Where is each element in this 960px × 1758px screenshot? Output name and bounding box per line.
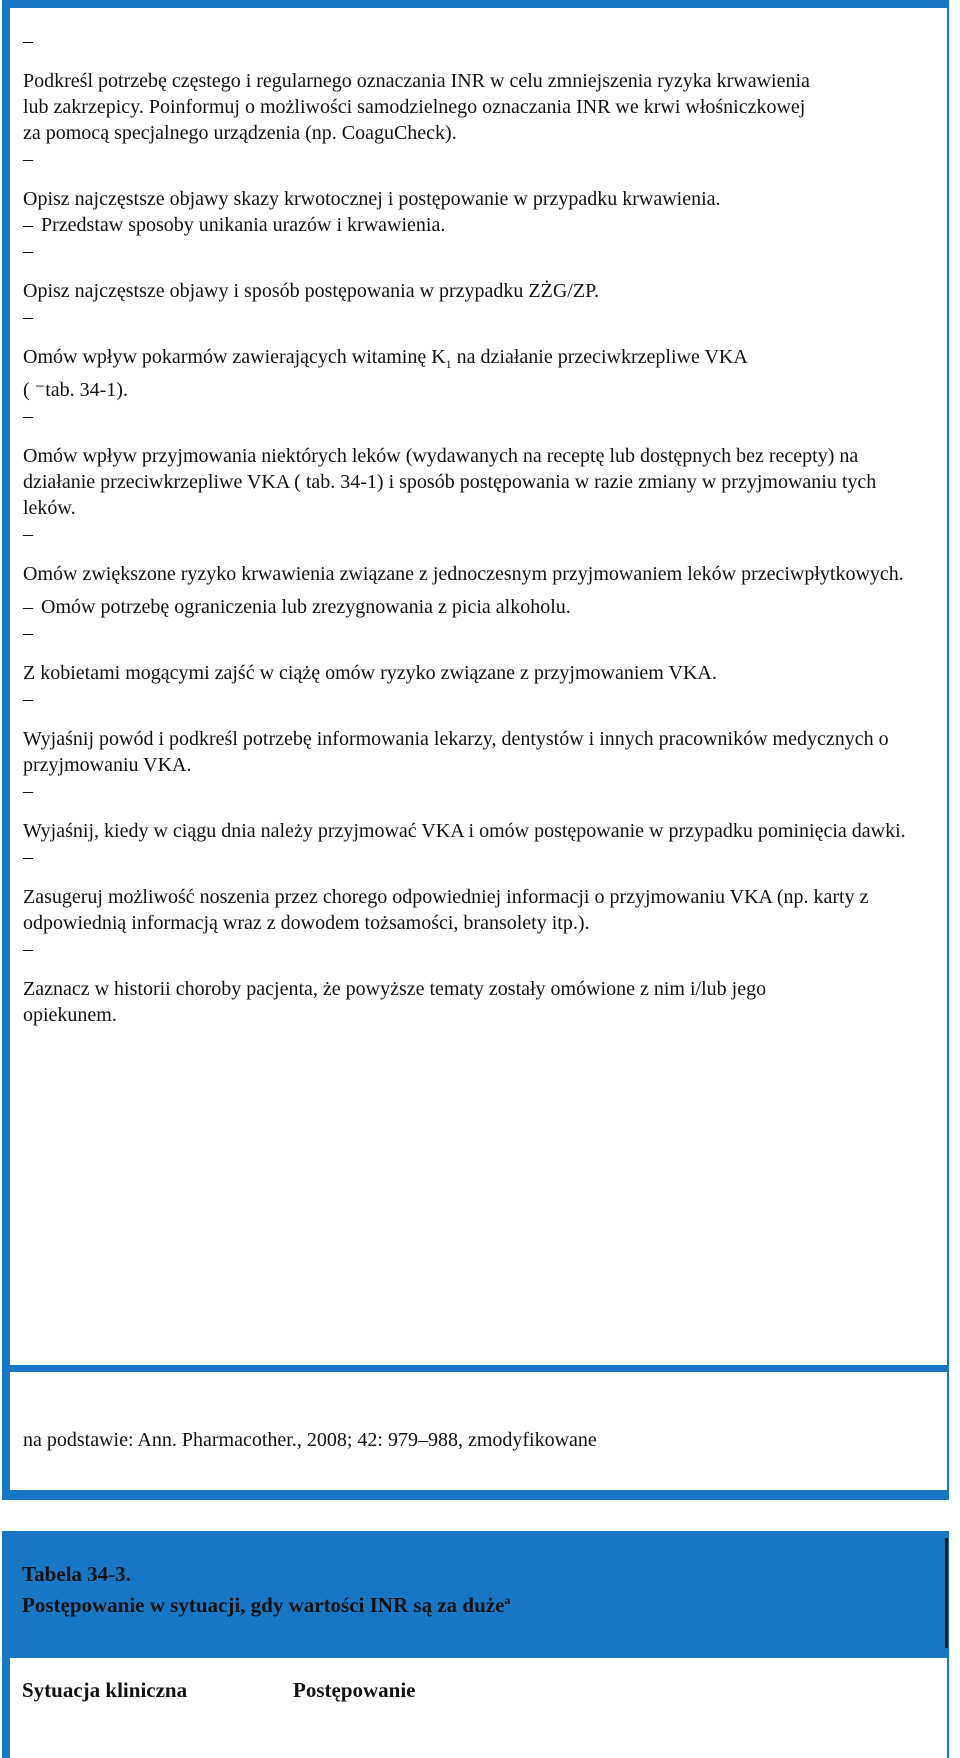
list-item: [23, 146, 923, 212]
dash-marker: –: [23, 240, 33, 262]
table-title: Postępowanie w sytuacji, gdy wartości INR są za duże$^a$: [22, 1593, 511, 1617]
list-item: [23, 594, 923, 620]
table-label: Tabela 34-3.: [22, 1562, 131, 1586]
dash-marker: –: [23, 148, 33, 170]
dash-marker: –: [23, 596, 33, 618]
bullet-list: [23, 28, 923, 1028]
bullet-text: Opisz najczęstsze objawy skazy krwotocznej i postępowanie w przypadku krwawienia.: [23, 188, 721, 210]
edge-line: [945, 1538, 948, 1648]
table-caption: [22, 1561, 510, 1618]
list-item: [23, 403, 923, 521]
list-item: [23, 304, 923, 403]
bullet-text: Zaznacz w historii choroby pacjenta, że powyższe tematy zostały omówione z nim i/lub jego opiekunem.: [23, 978, 767, 1026]
dash-marker: –: [23, 214, 33, 236]
bullet-text: Omów wpływ przyjmowania niektórych leków (wydawanych na receptę lub dostępnych bez recepty) na działanie przeciwkrzepliwe VKA ( tab. 34-1) i sposób postępowania w razie zmiany w przyjmowaniu tych leków.: [23, 445, 877, 519]
dash-marker: –: [23, 846, 33, 868]
list-item: [23, 238, 923, 304]
list-item: [23, 778, 923, 844]
bullet-text-cont: ( ⁻tab. 34-1).: [23, 379, 128, 401]
bullet-text: Omów potrzebę ograniczenia lub zrezygnowania z picia alkoholu.: [41, 596, 571, 618]
dash-marker: –: [23, 688, 33, 710]
bullet-text: Zasugeruj możliwość noszenia przez chorego odpowiedniej informacji o przyjmowaniu VKA (np. karty z odpowiednią informacją wraz z dowodem tożsamości, bransolety itp.).: [23, 886, 869, 934]
table-header-row: [10, 1658, 947, 1758]
dash-marker: –: [23, 780, 33, 802]
dash-marker: –: [23, 405, 33, 427]
source-citation: na podstawie: Ann. Pharmacother., 2008; 42: 979–988, zmodyfikowane: [23, 1429, 597, 1451]
source-panel: [10, 1372, 947, 1490]
list-item: [23, 936, 923, 1028]
bullet-text: Omów zwiększone ryzyko krwawienia związane z jednoczesnym przyjmowaniem leków przeciwpłytkowych.: [23, 563, 904, 585]
dash-marker: –: [23, 306, 33, 328]
list-item: [23, 844, 923, 936]
bullet-text: Podkreśl potrzebę częstego i regularnego oznaczania INR w celu zmniejszenia ryzyka krwawienia lub zakrzepicy. Poinformuj o możliwości samodzielnego oznaczania INR we krwi włośniczkowej za pomocą specjalnego urządzenia (np. CoaguCheck).: [23, 70, 810, 144]
dash-marker: –: [23, 938, 33, 960]
bullet-text: Opisz najczęstsze objawy i sposób postępowania w przypadku ZŻG/ZP.: [23, 280, 599, 302]
dash-marker: –: [23, 30, 33, 52]
list-item: [23, 686, 923, 778]
list-item: [23, 620, 923, 686]
bullet-text: Wyjaśnij powód i podkreśl potrzebę informowania lekarzy, dentystów i innych pracowników medycznych o przyjmowaniu VKA.: [23, 728, 889, 776]
column-header-procedure: Postępowanie: [293, 1678, 416, 1702]
dash-marker: –: [23, 622, 33, 644]
bullet-text: Przedstaw sposoby unikania urazów i krwawienia.: [41, 214, 446, 236]
dash-marker: –: [23, 523, 33, 545]
column-header-situation: Sytuacja kliniczna: [22, 1678, 188, 1702]
list-item: [23, 28, 923, 146]
bullet-text: Wyjaśnij, kiedy w ciągu dnia należy przyjmować VKA i omów postępowanie w przypadku pominięcia dawki.: [23, 820, 906, 842]
bullet-text: Omów wpływ pokarmów zawierających witaminę $K_1$ na działanie przeciwkrzepliwe VKA: [23, 346, 748, 371]
section-divider: [10, 1365, 947, 1372]
list-item: [23, 212, 923, 238]
recommendations-panel: [10, 8, 947, 1365]
list-item: [23, 521, 923, 587]
bullet-text: Z kobietami mogącymi zajść w ciążę omów ryzyko związane z przyjmowaniem VKA.: [23, 662, 717, 684]
